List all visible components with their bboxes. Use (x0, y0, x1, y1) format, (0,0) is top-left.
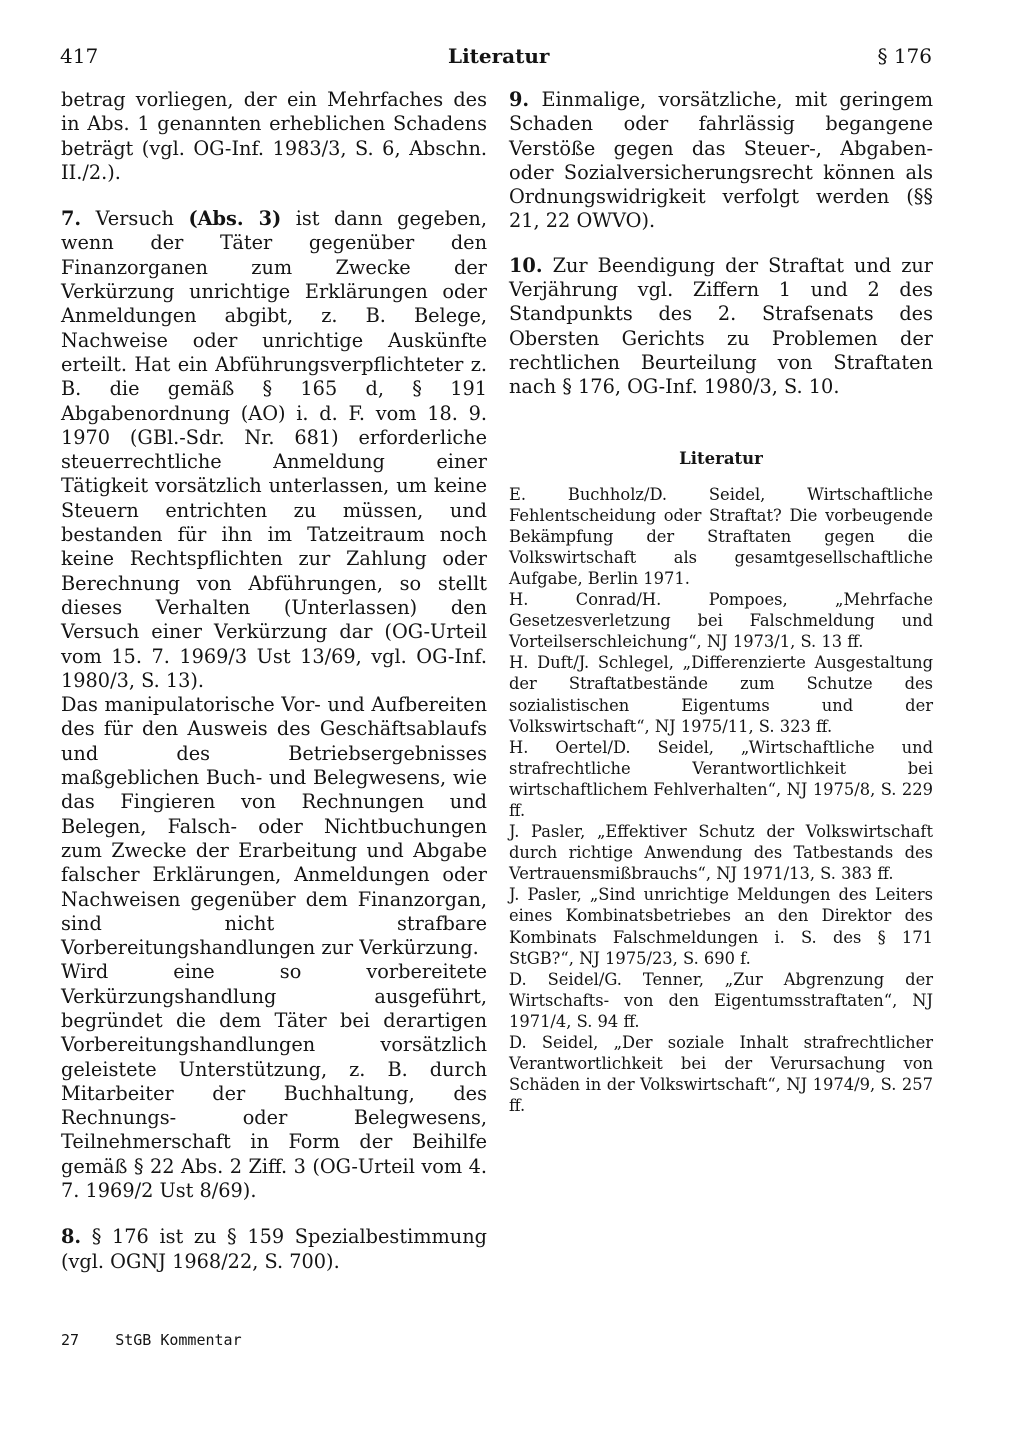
paragraph-8-number: 8. (61, 1225, 82, 1249)
literature-item: D. Seidel/G. Tenner, „Zur Abgrenzung der Wirtschafts- von den Eigentumsstraftaten“, NJ 1971/4, S. 94 ff. (509, 969, 933, 1031)
running-title: Literatur (448, 44, 550, 68)
paragraph-7-reference: (Abs. 3) (188, 207, 282, 231)
paragraph-9 (509, 88, 933, 234)
page-footer (61, 1330, 242, 1350)
paragraph-9-number: 9. (509, 88, 530, 111)
page-number: 417 (60, 44, 99, 68)
paragraph-8-text: § 176 ist zu § 159 Spezialbestimmung (vgl. OGNJ 1968/22, S. 700). (61, 1225, 487, 1273)
literature-item: J. Pasler, „Effektiver Schutz der Volkswirtschaft durch richtige Anwendung des Tatbestands des Vertrauensmißbrauchs“, NJ 1971/13, S. 383 ff. (509, 822, 933, 884)
literature-item: H. Oertel/D. Seidel, „Wirtschaftliche und strafrechtliche Verantwortlichkeit bei wirtschaftlichem Fehlverhalten“, NJ 1975/8, S. 229 ff. (509, 737, 933, 820)
paragraph-7-number: 7. (61, 207, 82, 231)
section-marker: § 176 (877, 44, 932, 68)
paragraph-8 (61, 1225, 487, 1274)
paragraph-7-text: ist dann gegeben, wenn der Täter gegenüber den Finanzorganen zum Zwecke der Verkürzung unrichtige Erklärungen oder Anmeldungen abgibt, z. B. Belege, Nachweise oder unrichtige Auskünfte erteilt. Hat ein Abführungsverpflichteter z. B. die gemäß § 165 d, § 191 Abgabenordnung (AO) i. d. F. vom 18. 9. 1970 (GBl.-Sdr. Nr. 681) erforderliche steuerrechtliche Anmeldung einer Tätigkeit vorsätzlich unterlassen, um keine Steuern entrichten zu müssen, und bestanden für ihn im Tatzeitraum noch keine Rechtspflichten zur Zahlung oder Berechnung von Abführungen, so stellt dieses Verhalten (Unterlassen) den Versuch einer Verkürzung dar (OG-Urteil vom 15. 7. 1969/3 Ust 13/69, vgl. OG-Inf. 1980/3, S. 13). (61, 207, 487, 692)
literature-item: E. Buchholz/D. Seidel, Wirtschaftliche Fehlentscheidung oder Straftat? Die vorbeugende Bekämpfung der Straftaten gegen die Volkswirtschaft als gesamtgesellschaftliche Aufgabe, Berlin 1971. (509, 484, 933, 588)
paragraph-10-number: 10. (509, 253, 543, 277)
literature-heading: Literatur (679, 448, 763, 468)
paragraph-7-continuation-2: Wird eine so vorbereitete Verkürzungshandlung ausgeführt, begründet die dem Täter bei derartigen Vorbereitungshandlungen vorsätzlich geleistete Unterstützung, z. B. durch Mitarbeiter der Buchhaltung, des Rechnungs- oder Belegwesens, Teilnehmerschaft in Form der Beihilfe gemäß § 22 Abs. 2 Ziff. 3 (OG-Urteil vom 4. 7. 1969/2 Ust 8/69). (61, 960, 487, 1203)
left-column (61, 88, 487, 1274)
signature-number: 27 (61, 1331, 80, 1349)
paragraph-7-lead: Versuch (95, 207, 174, 231)
footer-label: StGB Kommentar (115, 1331, 242, 1349)
literature-item: H. Conrad/H. Pompoes, „Mehrfache Gesetzesverletzung bei Falschmeldung und Vorteilserschleichung“, NJ 1973/1, S. 13 ff. (509, 590, 933, 652)
paragraph-9-text: Einmalige, vorsätzliche, mit geringem Schaden oder fahrlässig begangene Verstöße gegen das Steuer-, Abgaben- oder Sozialversicherungsrecht können als Ordnungswidrigkeit verfolgt werden (§§ 21, 22 OWVO). (509, 88, 933, 233)
paragraph-10 (509, 254, 933, 400)
paragraph-7 (61, 207, 487, 693)
right-column (509, 88, 933, 1116)
literature-item: J. Pasler, „Sind unrichtige Meldungen des Leiters eines Kombinatsbetriebes an den Direktor des Kombinats Falschmeldungen i. S. des § 171 StGB?“, NJ 1975/23, S. 690 f. (509, 885, 933, 968)
literature-item: D. Seidel, „Der soziale Inhalt strafrechtlicher Verantwortlichkeit bei der Verursachung von Schäden in der Volkswirtschaft“, NJ 1974/9, S. 257 ff. (509, 1033, 933, 1116)
literature-list (509, 484, 933, 1117)
intro-paragraph: betrag vorliegen, der ein Mehrfaches des in Abs. 1 genannten erheblichen Schadens beträgt (vgl. OG-Inf. 1983/3, S. 6, Abschn. II./2.). (61, 88, 487, 184)
paragraph-10-text: Zur Beendigung der Straftat und zur Verjährung vgl. Ziffern 1 und 2 des Standpunkts des 2. Strafsenats des Obersten Gerichts zu Problemen der rechtlichen Beurteilung von Straftaten nach § 176, OG-Inf. 1980/3, S. 10. (509, 253, 933, 399)
paragraph-7-continuation-1: Das manipulatorische Vor- und Aufbereiten des für den Ausweis des Geschäftsablaufs und des Betriebsergebnisses maßgeblichen Buch- und Belegwesens, wie das Fingieren von Rechnungen und Belegen, Falsch- oder Nichtbuchungen zum Zwecke der Erarbeitung und Abgabe falscher Erklärungen, Anmeldungen oder Nachweisen gegenüber dem Finanzorgan, sind nicht strafbare Vorbereitungshandlungen zur Verkürzung. (61, 693, 487, 960)
literature-item: H. Duft/J. Schlegel, „Differenzierte Ausgestaltung der Straftatbestände zum Schutze des sozialistischen Eigentums und der Volkswirtschaft“, NJ 1975/11, S. 323 ff. (509, 653, 933, 736)
